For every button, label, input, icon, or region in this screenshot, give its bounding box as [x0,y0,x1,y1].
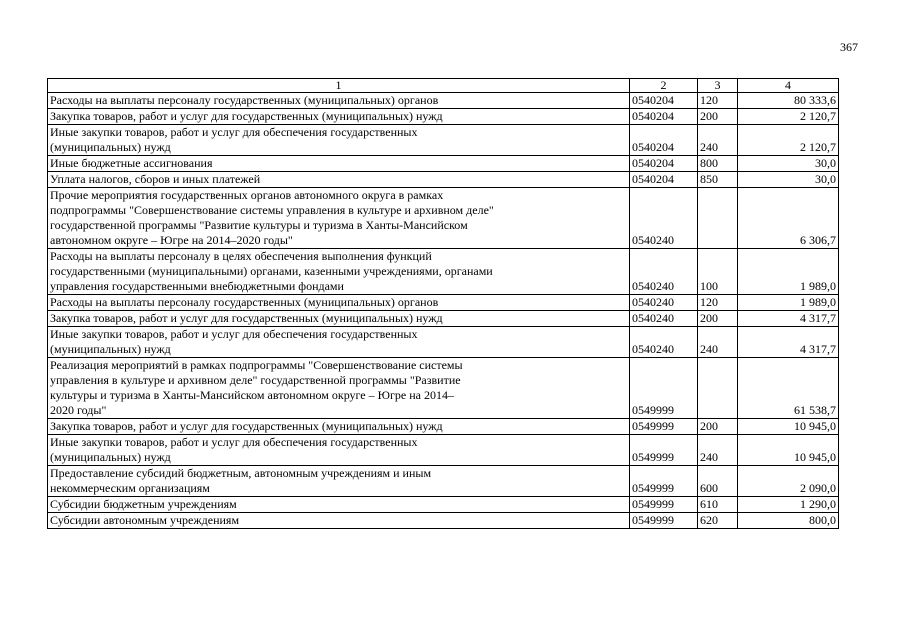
table-row [48,466,839,497]
row-description: Закупка товаров, работ и услуг для государственных (муниципальных) нужд [48,419,630,435]
row-target-code: 0540240 [630,249,698,295]
row-description: Прочие мероприятия государственных органов автономного округа в рамках подпрограммы "Совершенствование системы управления в культуре и архивном деле" государственной программы "Развитие культуры и туризма в Ханты-Мансийском автономном округе – Югре на 2014–2020 годы" [48,188,630,249]
table-header-row [48,79,839,93]
row-expense-type: 850 [698,172,738,188]
row-target-code: 0540204 [630,172,698,188]
row-expense-type: 200 [698,109,738,125]
table-row [48,172,839,188]
table-row [48,358,839,419]
row-target-code: 0540204 [630,93,698,109]
row-amount: 10 945,0 [738,435,839,466]
row-description: Расходы на выплаты персоналу государственных (муниципальных) органов [48,93,630,109]
row-expense-type: 620 [698,513,738,529]
table-row [48,295,839,311]
row-description: Иные закупки товаров, работ и услуг для обеспечения государственных (муниципальных) нужд [48,327,630,358]
column-header-description: 1 [48,79,630,93]
row-amount: 2 090,0 [738,466,839,497]
table-row [48,93,839,109]
row-amount: 30,0 [738,172,839,188]
table-row [48,497,839,513]
column-header-target-code: 2 [630,79,698,93]
row-expense-type: 200 [698,419,738,435]
row-target-code: 0549999 [630,497,698,513]
row-amount: 1 989,0 [738,295,839,311]
row-amount: 800,0 [738,513,839,529]
row-expense-type [698,358,738,419]
row-expense-type: 600 [698,466,738,497]
row-amount: 2 120,7 [738,125,839,156]
table-row [48,513,839,529]
page-number: 367 [840,40,858,54]
row-description: Расходы на выплаты персоналу в целях обеспечения выполнения функций государственными (муниципальными) органами, казенными учреждениями, органами управления государственными внебюджетными фондами [48,249,630,295]
row-description: Иные закупки товаров, работ и услуг для обеспечения государственных (муниципальных) нужд [48,435,630,466]
row-amount: 4 317,7 [738,311,839,327]
row-description: Иные бюджетные ассигнования [48,156,630,172]
row-amount: 10 945,0 [738,419,839,435]
table-row [48,249,839,295]
row-expense-type: 240 [698,125,738,156]
row-expense-type: 120 [698,93,738,109]
row-target-code: 0540204 [630,156,698,172]
row-amount: 6 306,7 [738,188,839,249]
row-amount: 30,0 [738,156,839,172]
row-target-code: 0549999 [630,419,698,435]
row-target-code: 0549999 [630,466,698,497]
table-row [48,419,839,435]
row-target-code: 0540240 [630,327,698,358]
row-expense-type: 120 [698,295,738,311]
row-target-code: 0540204 [630,109,698,125]
row-target-code: 0549999 [630,513,698,529]
row-description: Иные закупки товаров, работ и услуг для обеспечения государственных (муниципальных) нужд [48,125,630,156]
table-body [48,93,839,529]
row-target-code: 0540240 [630,311,698,327]
row-target-code: 0540240 [630,188,698,249]
row-expense-type: 240 [698,435,738,466]
row-amount: 1 989,0 [738,249,839,295]
budget-table [47,78,839,529]
row-amount: 4 317,7 [738,327,839,358]
row-description: Закупка товаров, работ и услуг для государственных (муниципальных) нужд [48,311,630,327]
row-expense-type: 240 [698,327,738,358]
row-expense-type: 100 [698,249,738,295]
row-description: Закупка товаров, работ и услуг для государственных (муниципальных) нужд [48,109,630,125]
row-target-code: 0540204 [630,125,698,156]
row-expense-type: 610 [698,497,738,513]
row-expense-type [698,188,738,249]
row-description: Реализация мероприятий в рамках подпрограммы "Совершенствование системы управления в культуре и архивном деле" государственной программы "Развитие культуры и туризма в Ханты-Мансийском автономном округе – Югре на 2014– 2020 годы" [48,358,630,419]
row-expense-type: 200 [698,311,738,327]
table-row [48,311,839,327]
row-amount: 80 333,6 [738,93,839,109]
row-amount: 2 120,7 [738,109,839,125]
row-expense-type: 800 [698,156,738,172]
row-amount: 61 538,7 [738,358,839,419]
table-row [48,435,839,466]
table-row [48,188,839,249]
row-description: Субсидии бюджетным учреждениям [48,497,630,513]
row-description: Предоставление субсидий бюджетным, автономным учреждениям и иным некоммерческим организациям [48,466,630,497]
row-target-code: 0549999 [630,358,698,419]
row-description: Расходы на выплаты персоналу государственных (муниципальных) органов [48,295,630,311]
column-header-expense-type: 3 [698,79,738,93]
column-header-amount: 4 [738,79,839,93]
table-row [48,327,839,358]
table-row [48,125,839,156]
row-target-code: 0549999 [630,435,698,466]
table-row [48,156,839,172]
row-target-code: 0540240 [630,295,698,311]
row-description: Уплата налогов, сборов и иных платежей [48,172,630,188]
row-amount: 1 290,0 [738,497,839,513]
table-row [48,109,839,125]
row-description: Субсидии автономным учреждениям [48,513,630,529]
